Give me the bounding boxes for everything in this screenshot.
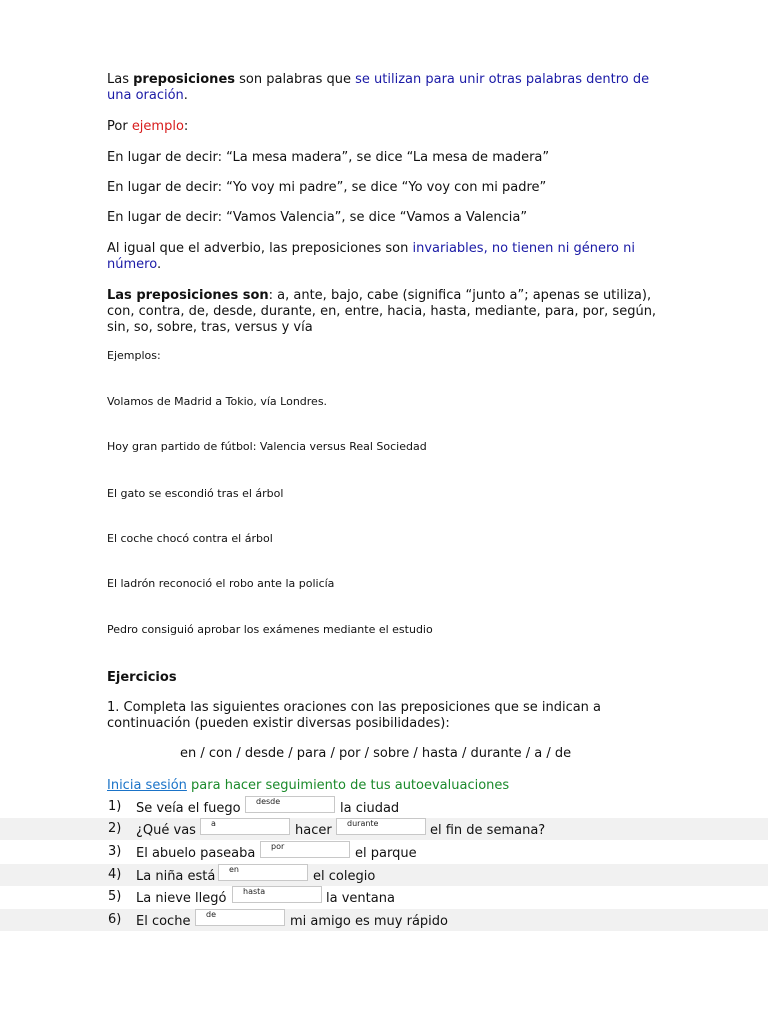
ejemplo-word: ejemplo bbox=[131, 119, 184, 134]
example-line-1: En lugar de decir: “La mesa madera”, se dice “La mesa de madera” bbox=[107, 150, 550, 165]
exercise-number: 6) bbox=[108, 912, 122, 927]
adverbio-paragraph bbox=[107, 241, 647, 273]
exercise-row-5 bbox=[0, 886, 768, 908]
prepositions-list bbox=[107, 288, 667, 336]
exercise-text-after: el colegio bbox=[313, 869, 376, 884]
exercise-text-middle: hacer bbox=[295, 823, 332, 838]
answer-field-2a[interactable]: a bbox=[200, 818, 290, 835]
exercise-text-after: el parque bbox=[355, 846, 417, 861]
exercise-number: 1) bbox=[108, 799, 122, 814]
exercise-text-before: La nieve llegó bbox=[136, 891, 227, 906]
exercise-text-before: ¿Qué vas bbox=[136, 823, 196, 838]
exercise-text-before: El coche bbox=[136, 914, 191, 929]
prepositions-list-label: Las preposiciones son bbox=[107, 288, 269, 303]
login-link[interactable]: Inicia sesión bbox=[107, 778, 187, 793]
ejemplo-sentence-6: Pedro consiguió aprobar los exámenes mediante el estudio bbox=[107, 623, 433, 636]
ejemplo-line bbox=[107, 119, 188, 135]
ejemplo-sentence-5: El ladrón reconoció el robo ante la policía bbox=[107, 577, 335, 590]
answer-field-2b[interactable]: durante bbox=[336, 818, 426, 835]
example-line-2: En lugar de decir: “Yo voy mi padre”, se dice “Yo voy con mi padre” bbox=[107, 180, 547, 195]
adverbio-end: . bbox=[156, 257, 162, 272]
ejercicios-heading: Ejercicios bbox=[107, 670, 177, 685]
adverbio-text: Al igual que el adverbio, las preposiciones son bbox=[107, 241, 413, 256]
exercise-text-after: la ventana bbox=[326, 891, 395, 906]
exercise-text-before: Se veía el fuego bbox=[136, 801, 241, 816]
answer-field-3[interactable]: por bbox=[260, 841, 350, 858]
exercise-text-after: la ciudad bbox=[340, 801, 400, 816]
intro-text-2: son palabras que bbox=[235, 72, 356, 87]
adverbio-highlight: invariables, no tienen ni género ni número bbox=[107, 241, 635, 272]
intro-end: . bbox=[183, 88, 188, 103]
answer-field-4[interactable]: en bbox=[218, 864, 308, 881]
answer-field-1[interactable]: desde bbox=[245, 796, 335, 813]
ejemplo-prefix: Por bbox=[107, 119, 132, 134]
exercise-row-2 bbox=[0, 818, 768, 840]
intro-bold: preposiciones bbox=[133, 72, 235, 87]
intro-paragraph bbox=[107, 72, 667, 104]
exercise-number: 2) bbox=[108, 821, 122, 836]
ejemplo-sentence-3: El gato se escondió tras el árbol bbox=[107, 487, 284, 500]
exercise-row-3 bbox=[0, 841, 768, 863]
answer-field-6[interactable]: de bbox=[195, 909, 285, 926]
exercise-number: 3) bbox=[108, 844, 122, 859]
login-text: para hacer seguimiento de tus autoevaluaciones bbox=[186, 778, 510, 793]
exercise-row-6 bbox=[0, 909, 768, 931]
exercise-text-before: La niña está bbox=[136, 869, 216, 884]
login-line bbox=[107, 778, 509, 794]
exercise-number: 4) bbox=[108, 867, 122, 882]
ejemplo-sentence-1: Volamos de Madrid a Tokio, vía Londres. bbox=[107, 395, 328, 408]
exercise-instruction: 1. Completa las siguientes oraciones con las preposiciones que se indican a continuación (pueden existir diversas posibilidades): bbox=[107, 700, 602, 731]
intro-highlight: se utilizan para unir otras palabras dentro de una oración bbox=[107, 72, 650, 103]
ejemplos-heading: Ejemplos: bbox=[107, 349, 161, 362]
answer-field-5[interactable]: hasta bbox=[232, 886, 322, 903]
ejemplo-colon: : bbox=[183, 119, 189, 134]
exercise-text-after: el fin de semana? bbox=[430, 823, 546, 838]
prepositions-list-text: : a, ante, bajo, cabe (significa “junto a”; apenas se utiliza), con, contra, de, desde, durante, en, entre, hacia, hasta, mediante, para, por, según, sin, so, sobre, tras, versus y vía bbox=[107, 288, 657, 335]
ejemplo-sentence-4: El coche chocó contra el árbol bbox=[107, 532, 273, 545]
example-line-3: En lugar de decir: “Vamos Valencia”, se dice “Vamos a Valencia” bbox=[107, 210, 528, 225]
exercise-row-4 bbox=[0, 864, 768, 886]
exercise-text-before: El abuelo paseaba bbox=[136, 846, 256, 861]
exercise-row-1 bbox=[0, 796, 768, 818]
exercise-number: 5) bbox=[108, 889, 122, 904]
intro-text-1: Las bbox=[107, 72, 134, 87]
ejemplo-sentence-2: Hoy gran partido de fútbol: Valencia versus Real Sociedad bbox=[107, 440, 427, 453]
exercise-text-after: mi amigo es muy rápido bbox=[290, 914, 448, 929]
options-line: en / con / desde / para / por / sobre / hasta / durante / a / de bbox=[180, 746, 572, 761]
